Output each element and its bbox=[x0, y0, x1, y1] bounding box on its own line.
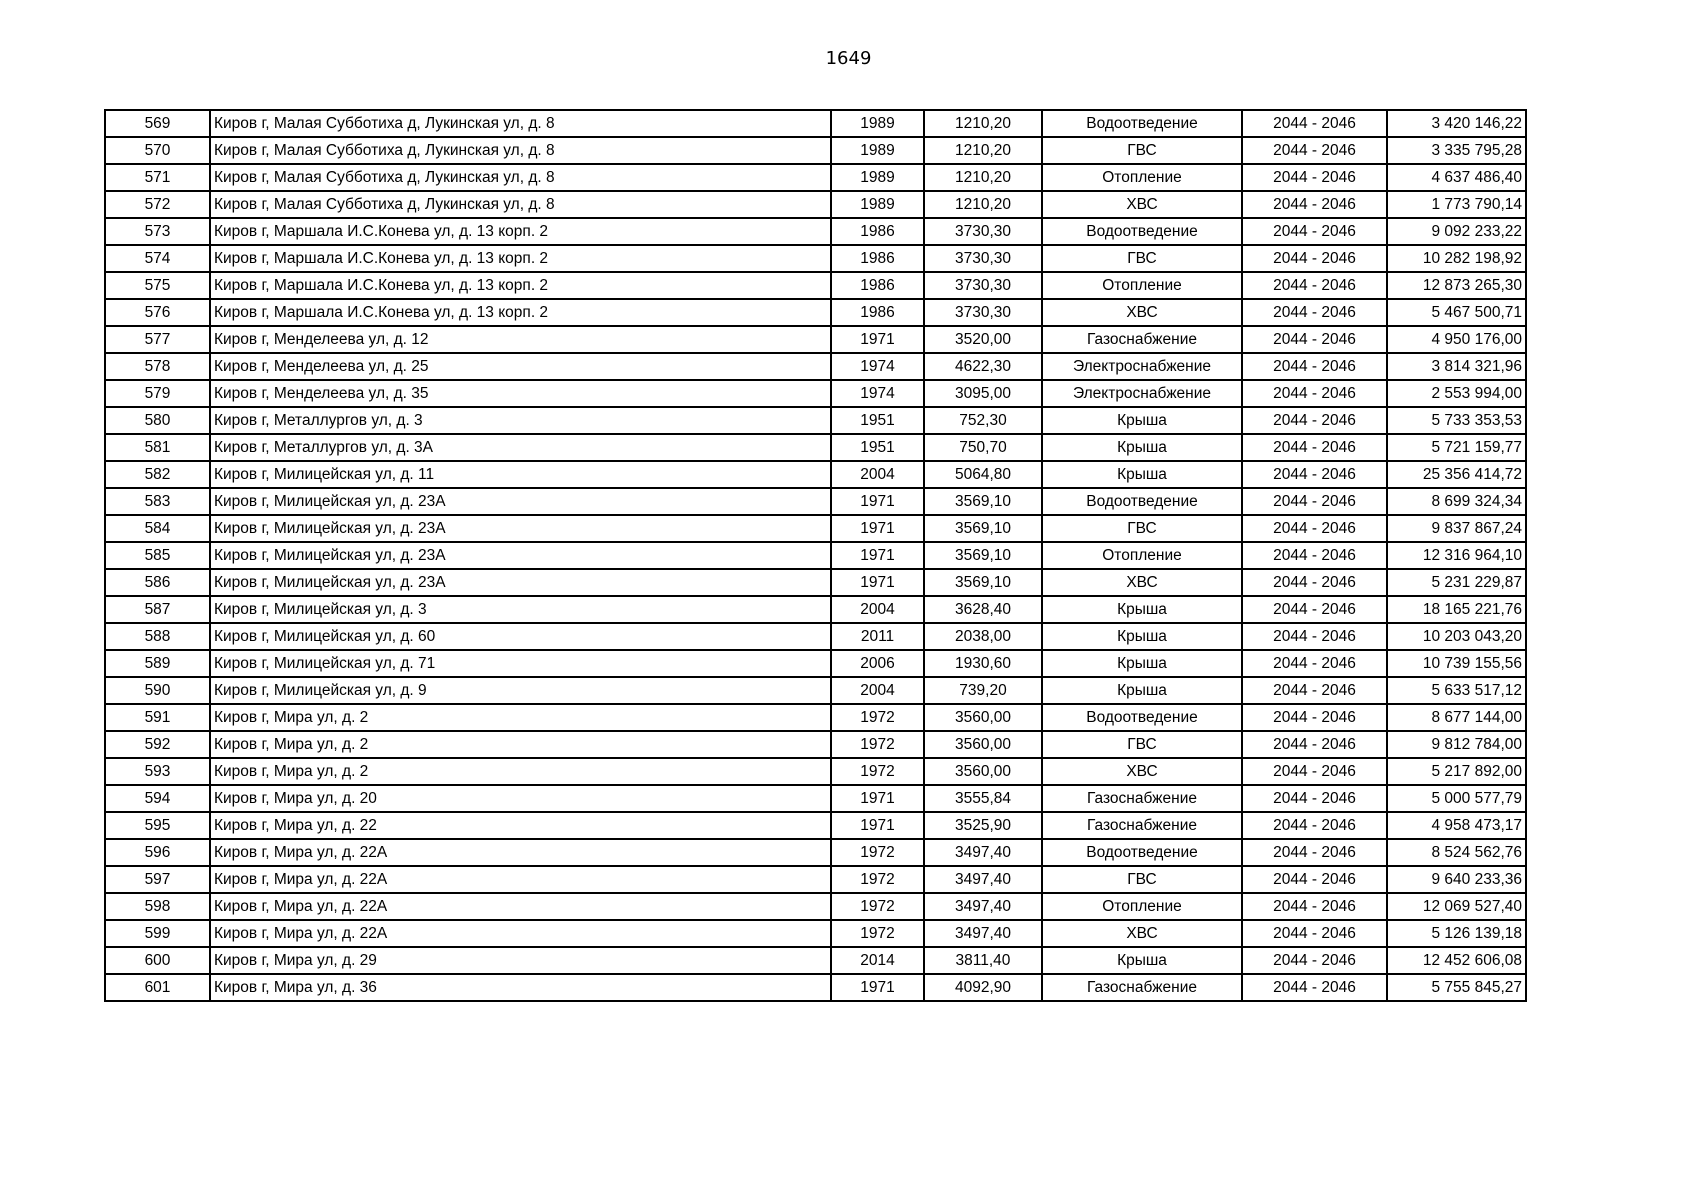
build-year-cell: 1972 bbox=[831, 893, 924, 920]
cost-cell: 5 000 577,79 bbox=[1387, 785, 1526, 812]
work-type-cell: Газоснабжение bbox=[1042, 812, 1242, 839]
row-number-cell: 584 bbox=[105, 515, 210, 542]
row-number-cell: 582 bbox=[105, 461, 210, 488]
row-number-cell: 576 bbox=[105, 299, 210, 326]
build-year-cell: 1974 bbox=[831, 353, 924, 380]
area-cell: 3628,40 bbox=[924, 596, 1042, 623]
build-year-cell: 1971 bbox=[831, 785, 924, 812]
period-cell: 2044 - 2046 bbox=[1242, 326, 1387, 353]
work-type-cell: ГВС bbox=[1042, 866, 1242, 893]
table-row bbox=[105, 812, 1526, 839]
build-year-cell: 1972 bbox=[831, 866, 924, 893]
cost-cell: 3 814 321,96 bbox=[1387, 353, 1526, 380]
period-cell: 2044 - 2046 bbox=[1242, 110, 1387, 137]
address-cell: Киров г, Милицейская ул, д. 60 bbox=[210, 623, 831, 650]
area-cell: 3095,00 bbox=[924, 380, 1042, 407]
cost-cell: 5 721 159,77 bbox=[1387, 434, 1526, 461]
work-type-cell: ХВС bbox=[1042, 299, 1242, 326]
period-cell: 2044 - 2046 bbox=[1242, 812, 1387, 839]
build-year-cell: 1989 bbox=[831, 137, 924, 164]
address-cell: Киров г, Милицейская ул, д. 71 bbox=[210, 650, 831, 677]
registry-table-body bbox=[105, 110, 1526, 1001]
area-cell: 739,20 bbox=[924, 677, 1042, 704]
period-cell: 2044 - 2046 bbox=[1242, 515, 1387, 542]
table-row bbox=[105, 785, 1526, 812]
cost-cell: 10 739 155,56 bbox=[1387, 650, 1526, 677]
cost-cell: 3 420 146,22 bbox=[1387, 110, 1526, 137]
work-type-cell: Крыша bbox=[1042, 434, 1242, 461]
address-cell: Киров г, Маршала И.С.Конева ул, д. 13 корп. 2 bbox=[210, 218, 831, 245]
row-number-cell: 574 bbox=[105, 245, 210, 272]
area-cell: 3569,10 bbox=[924, 488, 1042, 515]
cost-cell: 12 873 265,30 bbox=[1387, 272, 1526, 299]
period-cell: 2044 - 2046 bbox=[1242, 353, 1387, 380]
build-year-cell: 2006 bbox=[831, 650, 924, 677]
cost-cell: 9 837 867,24 bbox=[1387, 515, 1526, 542]
work-type-cell: Газоснабжение bbox=[1042, 326, 1242, 353]
period-cell: 2044 - 2046 bbox=[1242, 380, 1387, 407]
address-cell: Киров г, Менделеева ул, д. 25 bbox=[210, 353, 831, 380]
cost-cell: 12 069 527,40 bbox=[1387, 893, 1526, 920]
address-cell: Киров г, Милицейская ул, д. 23А bbox=[210, 515, 831, 542]
cost-cell: 5 217 892,00 bbox=[1387, 758, 1526, 785]
area-cell: 3569,10 bbox=[924, 515, 1042, 542]
build-year-cell: 1951 bbox=[831, 434, 924, 461]
address-cell: Киров г, Металлургов ул, д. 3А bbox=[210, 434, 831, 461]
address-cell: Киров г, Мира ул, д. 20 bbox=[210, 785, 831, 812]
row-number-cell: 590 bbox=[105, 677, 210, 704]
row-number-cell: 588 bbox=[105, 623, 210, 650]
table-row bbox=[105, 407, 1526, 434]
build-year-cell: 1971 bbox=[831, 515, 924, 542]
build-year-cell: 1986 bbox=[831, 299, 924, 326]
address-cell: Киров г, Милицейская ул, д. 3 bbox=[210, 596, 831, 623]
area-cell: 3520,00 bbox=[924, 326, 1042, 353]
work-type-cell: Отопление bbox=[1042, 893, 1242, 920]
cost-cell: 10 203 043,20 bbox=[1387, 623, 1526, 650]
cost-cell: 5 733 353,53 bbox=[1387, 407, 1526, 434]
table-row bbox=[105, 218, 1526, 245]
work-type-cell: Отопление bbox=[1042, 164, 1242, 191]
area-cell: 3497,40 bbox=[924, 920, 1042, 947]
cost-cell: 1 773 790,14 bbox=[1387, 191, 1526, 218]
address-cell: Киров г, Малая Субботиха д, Лукинская ул, д. 8 bbox=[210, 191, 831, 218]
work-type-cell: Газоснабжение bbox=[1042, 785, 1242, 812]
table-row bbox=[105, 650, 1526, 677]
cost-cell: 8 677 144,00 bbox=[1387, 704, 1526, 731]
row-number-cell: 593 bbox=[105, 758, 210, 785]
table-row bbox=[105, 164, 1526, 191]
area-cell: 4622,30 bbox=[924, 353, 1042, 380]
work-type-cell: ГВС bbox=[1042, 245, 1242, 272]
address-cell: Киров г, Милицейская ул, д. 11 bbox=[210, 461, 831, 488]
period-cell: 2044 - 2046 bbox=[1242, 920, 1387, 947]
table-row bbox=[105, 947, 1526, 974]
period-cell: 2044 - 2046 bbox=[1242, 299, 1387, 326]
work-type-cell: ХВС bbox=[1042, 191, 1242, 218]
address-cell: Киров г, Милицейская ул, д. 23А bbox=[210, 542, 831, 569]
build-year-cell: 1989 bbox=[831, 110, 924, 137]
cost-cell: 12 452 606,08 bbox=[1387, 947, 1526, 974]
work-type-cell: Крыша bbox=[1042, 947, 1242, 974]
area-cell: 3569,10 bbox=[924, 542, 1042, 569]
table-row bbox=[105, 488, 1526, 515]
row-number-cell: 585 bbox=[105, 542, 210, 569]
address-cell: Киров г, Менделеева ул, д. 35 bbox=[210, 380, 831, 407]
table-row bbox=[105, 596, 1526, 623]
row-number-cell: 572 bbox=[105, 191, 210, 218]
address-cell: Киров г, Милицейская ул, д. 9 bbox=[210, 677, 831, 704]
table-row bbox=[105, 974, 1526, 1001]
work-type-cell: Крыша bbox=[1042, 461, 1242, 488]
area-cell: 3497,40 bbox=[924, 866, 1042, 893]
table-row bbox=[105, 461, 1526, 488]
row-number-cell: 580 bbox=[105, 407, 210, 434]
row-number-cell: 575 bbox=[105, 272, 210, 299]
address-cell: Киров г, Милицейская ул, д. 23А bbox=[210, 488, 831, 515]
build-year-cell: 1972 bbox=[831, 704, 924, 731]
cost-cell: 5 633 517,12 bbox=[1387, 677, 1526, 704]
work-type-cell: Газоснабжение bbox=[1042, 974, 1242, 1001]
build-year-cell: 2004 bbox=[831, 677, 924, 704]
work-type-cell: Отопление bbox=[1042, 542, 1242, 569]
row-number-cell: 597 bbox=[105, 866, 210, 893]
area-cell: 2038,00 bbox=[924, 623, 1042, 650]
period-cell: 2044 - 2046 bbox=[1242, 839, 1387, 866]
work-type-cell: Электроснабжение bbox=[1042, 353, 1242, 380]
period-cell: 2044 - 2046 bbox=[1242, 704, 1387, 731]
address-cell: Киров г, Мира ул, д. 2 bbox=[210, 704, 831, 731]
table-row bbox=[105, 839, 1526, 866]
address-cell: Киров г, Малая Субботиха д, Лукинская ул, д. 8 bbox=[210, 164, 831, 191]
area-cell: 3811,40 bbox=[924, 947, 1042, 974]
area-cell: 4092,90 bbox=[924, 974, 1042, 1001]
build-year-cell: 1986 bbox=[831, 272, 924, 299]
period-cell: 2044 - 2046 bbox=[1242, 893, 1387, 920]
row-number-cell: 579 bbox=[105, 380, 210, 407]
address-cell: Киров г, Мира ул, д. 22А bbox=[210, 893, 831, 920]
row-number-cell: 587 bbox=[105, 596, 210, 623]
build-year-cell: 1951 bbox=[831, 407, 924, 434]
period-cell: 2044 - 2046 bbox=[1242, 596, 1387, 623]
cost-cell: 4 958 473,17 bbox=[1387, 812, 1526, 839]
work-type-cell: Крыша bbox=[1042, 677, 1242, 704]
address-cell: Киров г, Металлургов ул, д. 3 bbox=[210, 407, 831, 434]
period-cell: 2044 - 2046 bbox=[1242, 434, 1387, 461]
table-row bbox=[105, 677, 1526, 704]
period-cell: 2044 - 2046 bbox=[1242, 569, 1387, 596]
area-cell: 3560,00 bbox=[924, 758, 1042, 785]
cost-cell: 2 553 994,00 bbox=[1387, 380, 1526, 407]
row-number-cell: 591 bbox=[105, 704, 210, 731]
cost-cell: 9 812 784,00 bbox=[1387, 731, 1526, 758]
area-cell: 3555,84 bbox=[924, 785, 1042, 812]
build-year-cell: 1972 bbox=[831, 758, 924, 785]
cost-cell: 9 092 233,22 bbox=[1387, 218, 1526, 245]
table-row bbox=[105, 542, 1526, 569]
row-number-cell: 594 bbox=[105, 785, 210, 812]
period-cell: 2044 - 2046 bbox=[1242, 623, 1387, 650]
work-type-cell: ГВС bbox=[1042, 515, 1242, 542]
period-cell: 2044 - 2046 bbox=[1242, 245, 1387, 272]
address-cell: Киров г, Малая Субботиха д, Лукинская ул, д. 8 bbox=[210, 137, 831, 164]
build-year-cell: 1971 bbox=[831, 488, 924, 515]
table-row bbox=[105, 704, 1526, 731]
period-cell: 2044 - 2046 bbox=[1242, 488, 1387, 515]
table-row bbox=[105, 866, 1526, 893]
area-cell: 1930,60 bbox=[924, 650, 1042, 677]
page-number: 1649 bbox=[825, 48, 872, 69]
table-row bbox=[105, 299, 1526, 326]
table-row bbox=[105, 893, 1526, 920]
row-number-cell: 598 bbox=[105, 893, 210, 920]
work-type-cell: Водоотведение bbox=[1042, 704, 1242, 731]
cost-cell: 8 699 324,34 bbox=[1387, 488, 1526, 515]
area-cell: 3560,00 bbox=[924, 731, 1042, 758]
period-cell: 2044 - 2046 bbox=[1242, 461, 1387, 488]
cost-cell: 9 640 233,36 bbox=[1387, 866, 1526, 893]
area-cell: 1210,20 bbox=[924, 110, 1042, 137]
row-number-cell: 601 bbox=[105, 974, 210, 1001]
period-cell: 2044 - 2046 bbox=[1242, 731, 1387, 758]
table-row bbox=[105, 380, 1526, 407]
period-cell: 2044 - 2046 bbox=[1242, 137, 1387, 164]
work-type-cell: Водоотведение bbox=[1042, 839, 1242, 866]
period-cell: 2044 - 2046 bbox=[1242, 191, 1387, 218]
area-cell: 1210,20 bbox=[924, 191, 1042, 218]
build-year-cell: 1972 bbox=[831, 839, 924, 866]
table-row bbox=[105, 326, 1526, 353]
build-year-cell: 1971 bbox=[831, 569, 924, 596]
row-number-cell: 589 bbox=[105, 650, 210, 677]
table-row bbox=[105, 137, 1526, 164]
work-type-cell: Водоотведение bbox=[1042, 110, 1242, 137]
work-type-cell: ХВС bbox=[1042, 758, 1242, 785]
build-year-cell: 1986 bbox=[831, 245, 924, 272]
period-cell: 2044 - 2046 bbox=[1242, 947, 1387, 974]
area-cell: 3560,00 bbox=[924, 704, 1042, 731]
table-row bbox=[105, 515, 1526, 542]
build-year-cell: 1971 bbox=[831, 812, 924, 839]
address-cell: Киров г, Мира ул, д. 29 bbox=[210, 947, 831, 974]
build-year-cell: 2004 bbox=[831, 596, 924, 623]
period-cell: 2044 - 2046 bbox=[1242, 218, 1387, 245]
work-type-cell: ХВС bbox=[1042, 569, 1242, 596]
address-cell: Киров г, Мира ул, д. 22А bbox=[210, 866, 831, 893]
cost-cell: 3 335 795,28 bbox=[1387, 137, 1526, 164]
period-cell: 2044 - 2046 bbox=[1242, 866, 1387, 893]
address-cell: Киров г, Мира ул, д. 36 bbox=[210, 974, 831, 1001]
period-cell: 2044 - 2046 bbox=[1242, 785, 1387, 812]
area-cell: 3525,90 bbox=[924, 812, 1042, 839]
work-type-cell: Крыша bbox=[1042, 596, 1242, 623]
build-year-cell: 1971 bbox=[831, 974, 924, 1001]
work-type-cell: ГВС bbox=[1042, 137, 1242, 164]
table-row bbox=[105, 353, 1526, 380]
address-cell: Киров г, Маршала И.С.Конева ул, д. 13 корп. 2 bbox=[210, 299, 831, 326]
address-cell: Киров г, Мира ул, д. 22А bbox=[210, 839, 831, 866]
work-type-cell: Водоотведение bbox=[1042, 218, 1242, 245]
work-type-cell: Крыша bbox=[1042, 623, 1242, 650]
row-number-cell: 595 bbox=[105, 812, 210, 839]
address-cell: Киров г, Мира ул, д. 22 bbox=[210, 812, 831, 839]
cost-cell: 5 231 229,87 bbox=[1387, 569, 1526, 596]
row-number-cell: 583 bbox=[105, 488, 210, 515]
cost-cell: 8 524 562,76 bbox=[1387, 839, 1526, 866]
work-type-cell: Крыша bbox=[1042, 650, 1242, 677]
row-number-cell: 569 bbox=[105, 110, 210, 137]
period-cell: 2044 - 2046 bbox=[1242, 677, 1387, 704]
row-number-cell: 570 bbox=[105, 137, 210, 164]
period-cell: 2044 - 2046 bbox=[1242, 758, 1387, 785]
build-year-cell: 1974 bbox=[831, 380, 924, 407]
area-cell: 3730,30 bbox=[924, 245, 1042, 272]
build-year-cell: 1989 bbox=[831, 191, 924, 218]
table-row bbox=[105, 731, 1526, 758]
area-cell: 3730,30 bbox=[924, 299, 1042, 326]
cost-cell: 5 126 139,18 bbox=[1387, 920, 1526, 947]
row-number-cell: 571 bbox=[105, 164, 210, 191]
area-cell: 5064,80 bbox=[924, 461, 1042, 488]
build-year-cell: 2014 bbox=[831, 947, 924, 974]
area-cell: 3497,40 bbox=[924, 839, 1042, 866]
work-type-cell: Электроснабжение bbox=[1042, 380, 1242, 407]
work-type-cell: Отопление bbox=[1042, 272, 1242, 299]
area-cell: 752,30 bbox=[924, 407, 1042, 434]
cost-cell: 5 755 845,27 bbox=[1387, 974, 1526, 1001]
build-year-cell: 1972 bbox=[831, 920, 924, 947]
period-cell: 2044 - 2046 bbox=[1242, 164, 1387, 191]
address-cell: Киров г, Маршала И.С.Конева ул, д. 13 корп. 2 bbox=[210, 272, 831, 299]
area-cell: 3497,40 bbox=[924, 893, 1042, 920]
build-year-cell: 2004 bbox=[831, 461, 924, 488]
period-cell: 2044 - 2046 bbox=[1242, 407, 1387, 434]
table-row bbox=[105, 272, 1526, 299]
period-cell: 2044 - 2046 bbox=[1242, 272, 1387, 299]
build-year-cell: 1986 bbox=[831, 218, 924, 245]
work-type-cell: ХВС bbox=[1042, 920, 1242, 947]
cost-cell: 18 165 221,76 bbox=[1387, 596, 1526, 623]
table-row bbox=[105, 758, 1526, 785]
repair-registry-table bbox=[104, 109, 1527, 1002]
address-cell: Киров г, Мира ул, д. 2 bbox=[210, 758, 831, 785]
build-year-cell: 1972 bbox=[831, 731, 924, 758]
area-cell: 750,70 bbox=[924, 434, 1042, 461]
address-cell: Киров г, Малая Субботиха д, Лукинская ул, д. 8 bbox=[210, 110, 831, 137]
row-number-cell: 577 bbox=[105, 326, 210, 353]
period-cell: 2044 - 2046 bbox=[1242, 974, 1387, 1001]
cost-cell: 4 950 176,00 bbox=[1387, 326, 1526, 353]
row-number-cell: 599 bbox=[105, 920, 210, 947]
row-number-cell: 600 bbox=[105, 947, 210, 974]
cost-cell: 4 637 486,40 bbox=[1387, 164, 1526, 191]
table-row bbox=[105, 191, 1526, 218]
area-cell: 1210,20 bbox=[924, 137, 1042, 164]
area-cell: 3730,30 bbox=[924, 218, 1042, 245]
address-cell: Киров г, Мира ул, д. 22А bbox=[210, 920, 831, 947]
cost-cell: 25 356 414,72 bbox=[1387, 461, 1526, 488]
period-cell: 2044 - 2046 bbox=[1242, 542, 1387, 569]
work-type-cell: Крыша bbox=[1042, 407, 1242, 434]
build-year-cell: 1971 bbox=[831, 542, 924, 569]
table-row bbox=[105, 920, 1526, 947]
cost-cell: 12 316 964,10 bbox=[1387, 542, 1526, 569]
row-number-cell: 596 bbox=[105, 839, 210, 866]
row-number-cell: 578 bbox=[105, 353, 210, 380]
row-number-cell: 586 bbox=[105, 569, 210, 596]
area-cell: 3569,10 bbox=[924, 569, 1042, 596]
table-row bbox=[105, 623, 1526, 650]
table-row bbox=[105, 110, 1526, 137]
area-cell: 3730,30 bbox=[924, 272, 1042, 299]
period-cell: 2044 - 2046 bbox=[1242, 650, 1387, 677]
cost-cell: 10 282 198,92 bbox=[1387, 245, 1526, 272]
row-number-cell: 573 bbox=[105, 218, 210, 245]
address-cell: Киров г, Менделеева ул, д. 12 bbox=[210, 326, 831, 353]
address-cell: Киров г, Мира ул, д. 2 bbox=[210, 731, 831, 758]
build-year-cell: 1989 bbox=[831, 164, 924, 191]
table-row bbox=[105, 569, 1526, 596]
address-cell: Киров г, Маршала И.С.Конева ул, д. 13 корп. 2 bbox=[210, 245, 831, 272]
table-row bbox=[105, 434, 1526, 461]
area-cell: 1210,20 bbox=[924, 164, 1042, 191]
cost-cell: 5 467 500,71 bbox=[1387, 299, 1526, 326]
table-row bbox=[105, 245, 1526, 272]
address-cell: Киров г, Милицейская ул, д. 23А bbox=[210, 569, 831, 596]
row-number-cell: 581 bbox=[105, 434, 210, 461]
build-year-cell: 1971 bbox=[831, 326, 924, 353]
work-type-cell: ГВС bbox=[1042, 731, 1242, 758]
work-type-cell: Водоотведение bbox=[1042, 488, 1242, 515]
row-number-cell: 592 bbox=[105, 731, 210, 758]
build-year-cell: 2011 bbox=[831, 623, 924, 650]
